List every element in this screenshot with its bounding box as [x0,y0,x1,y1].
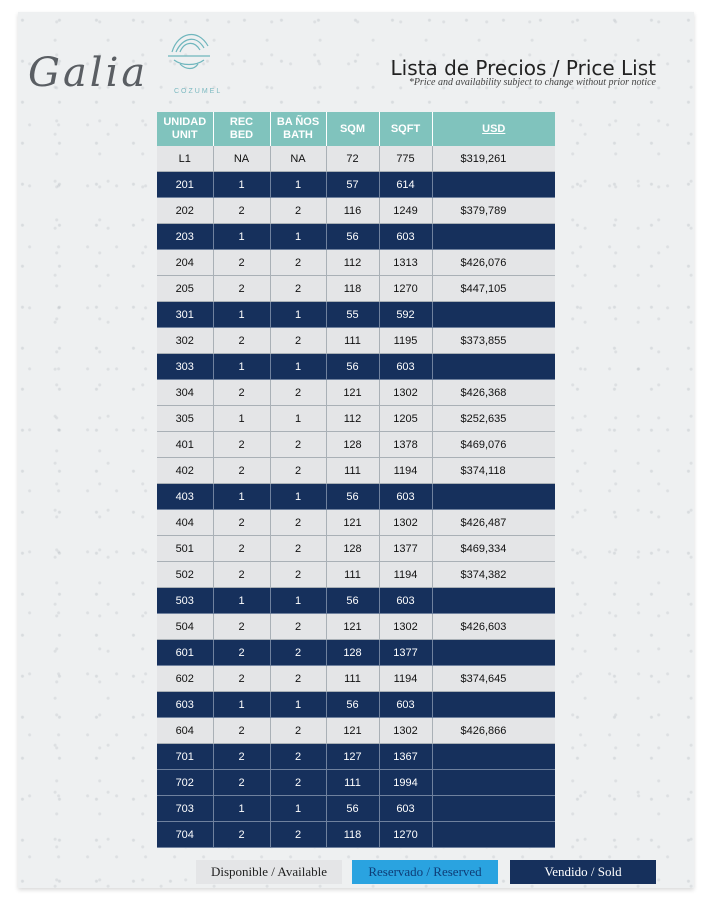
cell-bed: 1 [213,588,270,614]
cell-bath: 2 [270,328,326,354]
table-row [157,744,555,770]
table-row [157,224,555,250]
cell-usd: $469,076 [432,432,555,458]
cell-sqm: 56 [326,796,379,822]
table-row [157,640,555,666]
cell-usd: $373,855 [432,328,555,354]
cell-bed: 2 [213,640,270,666]
cell-bath: 2 [270,718,326,744]
cell-sqft: 1270 [379,276,432,302]
cell-unit: 404 [157,510,213,536]
cell-usd [432,484,555,510]
table-row [157,484,555,510]
cell-sqm: 111 [326,328,379,354]
cell-sqm: 118 [326,276,379,302]
cell-bath: 1 [270,588,326,614]
cell-usd [432,588,555,614]
cell-usd: $319,261 [432,146,555,172]
cell-bed: 2 [213,458,270,484]
cell-bath: 1 [270,302,326,328]
cell-sqft: 1377 [379,536,432,562]
cell-sqft: 1205 [379,406,432,432]
cell-bath: 2 [270,536,326,562]
cell-sqft: 1378 [379,432,432,458]
table-row [157,588,555,614]
cell-sqft: 1195 [379,328,432,354]
cell-bath: 2 [270,744,326,770]
cell-sqm: 56 [326,354,379,380]
cell-unit: 602 [157,666,213,692]
cell-bath: 1 [270,172,326,198]
cell-sqm: 56 [326,588,379,614]
cell-sqm: 121 [326,614,379,640]
cell-unit: 702 [157,770,213,796]
cell-unit: 503 [157,588,213,614]
cell-sqft: 592 [379,302,432,328]
cell-unit: 301 [157,302,213,328]
cell-unit: 603 [157,692,213,718]
cell-unit: 202 [157,198,213,224]
logo-location: COZUMEL [174,88,223,95]
cell-sqft: 1377 [379,640,432,666]
cell-usd [432,822,555,848]
cell-bed: 1 [213,302,270,328]
cell-unit: 601 [157,640,213,666]
wave-logo-icon [164,22,214,86]
cell-sqm: 56 [326,484,379,510]
cell-usd [432,692,555,718]
cell-usd: $426,603 [432,614,555,640]
cell-bath: 2 [270,250,326,276]
cell-bed: 2 [213,510,270,536]
cell-unit: 504 [157,614,213,640]
cell-bed: 2 [213,744,270,770]
cell-sqft: 1270 [379,822,432,848]
cell-unit: 501 [157,536,213,562]
cell-sqft: 603 [379,484,432,510]
cell-bed: 2 [213,536,270,562]
cell-unit: L1 [157,146,213,172]
cell-bed: 2 [213,380,270,406]
header-unit: UNIDAD UNIT [157,112,213,146]
cell-sqft: 1367 [379,744,432,770]
cell-sqft: 603 [379,796,432,822]
cell-usd [432,770,555,796]
table-row [157,380,555,406]
cell-bed: 2 [213,198,270,224]
cell-sqm: 111 [326,562,379,588]
price-notice: *Price and availability subject to change without prior notice [408,77,656,88]
cell-unit: 302 [157,328,213,354]
cell-bed: 1 [213,484,270,510]
legend-reserved: Reservado / Reserved [352,860,498,884]
header-bed: REC BED [213,112,270,146]
cell-sqm: 72 [326,146,379,172]
legend-available: Disponible / Available [196,860,342,884]
table-row [157,562,555,588]
table-row [157,276,555,302]
cell-usd: $426,866 [432,718,555,744]
table-row [157,770,555,796]
cell-usd: $426,076 [432,250,555,276]
cell-bath: NA [270,146,326,172]
cell-unit: 203 [157,224,213,250]
cell-bed: 1 [213,796,270,822]
cell-sqm: 57 [326,172,379,198]
cell-unit: 403 [157,484,213,510]
cell-sqm: 111 [326,666,379,692]
cell-sqm: 56 [326,224,379,250]
cell-usd: $374,645 [432,666,555,692]
cell-unit: 304 [157,380,213,406]
cell-sqm: 121 [326,718,379,744]
table-row [157,614,555,640]
cell-bath: 2 [270,666,326,692]
cell-sqm: 111 [326,458,379,484]
cell-usd [432,796,555,822]
cell-usd: $426,368 [432,380,555,406]
cell-usd [432,224,555,250]
cell-usd [432,640,555,666]
table-row [157,198,555,224]
cell-sqm: 55 [326,302,379,328]
table-row [157,510,555,536]
cell-bed: 1 [213,692,270,718]
cell-sqm: 111 [326,770,379,796]
cell-bed: 1 [213,354,270,380]
cell-bath: 2 [270,614,326,640]
cell-usd [432,354,555,380]
table-row [157,302,555,328]
table-row [157,328,555,354]
cell-sqft: 603 [379,224,432,250]
cell-bath: 2 [270,198,326,224]
cell-bed: 2 [213,822,270,848]
cell-bed: 2 [213,718,270,744]
cell-unit: 604 [157,718,213,744]
cell-unit: 402 [157,458,213,484]
cell-bath: 2 [270,458,326,484]
header-usd: USD [432,112,555,146]
cell-bath: 2 [270,822,326,848]
table-row [157,822,555,848]
cell-sqm: 112 [326,406,379,432]
cell-sqft: 1194 [379,458,432,484]
cell-sqft: 1194 [379,562,432,588]
cell-usd: $379,789 [432,198,555,224]
cell-sqft: 1302 [379,718,432,744]
logo-wordmark: Galia [28,50,149,96]
cell-sqm: 121 [326,380,379,406]
cell-bed: 2 [213,250,270,276]
cell-sqft: 1313 [379,250,432,276]
cell-bed: 2 [213,562,270,588]
table-row [157,250,555,276]
cell-bed: 2 [213,276,270,302]
cell-usd: $374,118 [432,458,555,484]
cell-bath: 2 [270,770,326,796]
cell-sqm: 112 [326,250,379,276]
table-row [157,458,555,484]
cell-bed: 1 [213,406,270,432]
cell-bath: 2 [270,380,326,406]
cell-usd: $469,334 [432,536,555,562]
cell-sqm: 116 [326,198,379,224]
cell-sqft: 775 [379,146,432,172]
cell-bed: 1 [213,172,270,198]
cell-sqm: 128 [326,640,379,666]
cell-sqft: 603 [379,588,432,614]
cell-bath: 2 [270,432,326,458]
cell-bath: 2 [270,562,326,588]
cell-sqm: 56 [326,692,379,718]
cell-sqft: 1302 [379,380,432,406]
cell-unit: 401 [157,432,213,458]
table-row [157,718,555,744]
header-sqft: SQFT [379,112,432,146]
cell-bed: 2 [213,432,270,458]
page-title: Lista de Precios / Price List [390,56,656,80]
table-row [157,692,555,718]
cell-bath: 2 [270,276,326,302]
cell-bath: 1 [270,484,326,510]
table-row [157,536,555,562]
header-bath: BA ÑOS BATH [270,112,326,146]
cell-unit: 201 [157,172,213,198]
legend-sold: Vendido / Sold [510,860,656,884]
cell-usd [432,302,555,328]
table-row [157,432,555,458]
cell-usd: $374,382 [432,562,555,588]
table-row [157,172,555,198]
cell-bath: 1 [270,406,326,432]
cell-usd: $252,635 [432,406,555,432]
cell-usd: $426,487 [432,510,555,536]
cell-unit: 205 [157,276,213,302]
cell-bath: 1 [270,692,326,718]
cell-bath: 1 [270,224,326,250]
header-sqm: SQM [326,112,379,146]
cell-bed: 2 [213,614,270,640]
galia-logo [28,22,228,102]
cell-bed: 2 [213,666,270,692]
cell-sqft: 603 [379,354,432,380]
cell-unit: 204 [157,250,213,276]
cell-bath: 2 [270,510,326,536]
cell-sqft: 1302 [379,510,432,536]
cell-usd [432,744,555,770]
cell-unit: 303 [157,354,213,380]
cell-sqm: 128 [326,536,379,562]
cell-unit: 703 [157,796,213,822]
cell-unit: 305 [157,406,213,432]
cell-sqm: 127 [326,744,379,770]
table-row [157,146,555,172]
cell-sqft: 1194 [379,666,432,692]
table-row [157,406,555,432]
cell-unit: 704 [157,822,213,848]
cell-bed: 1 [213,224,270,250]
cell-usd: $447,105 [432,276,555,302]
cell-bath: 1 [270,354,326,380]
cell-bath: 1 [270,796,326,822]
cell-sqft: 614 [379,172,432,198]
cell-bed: 2 [213,770,270,796]
cell-sqft: 1249 [379,198,432,224]
cell-sqm: 128 [326,432,379,458]
cell-sqft: 603 [379,692,432,718]
cell-bed: 2 [213,328,270,354]
cell-unit: 502 [157,562,213,588]
cell-bath: 2 [270,640,326,666]
table-row [157,666,555,692]
cell-sqm: 121 [326,510,379,536]
cell-sqm: 118 [326,822,379,848]
cell-unit: 701 [157,744,213,770]
cell-bed: NA [213,146,270,172]
table-header-row [157,112,555,146]
cell-sqft: 1994 [379,770,432,796]
cell-sqft: 1302 [379,614,432,640]
table-row [157,796,555,822]
price-table [157,112,555,848]
cell-usd [432,172,555,198]
table-row [157,354,555,380]
